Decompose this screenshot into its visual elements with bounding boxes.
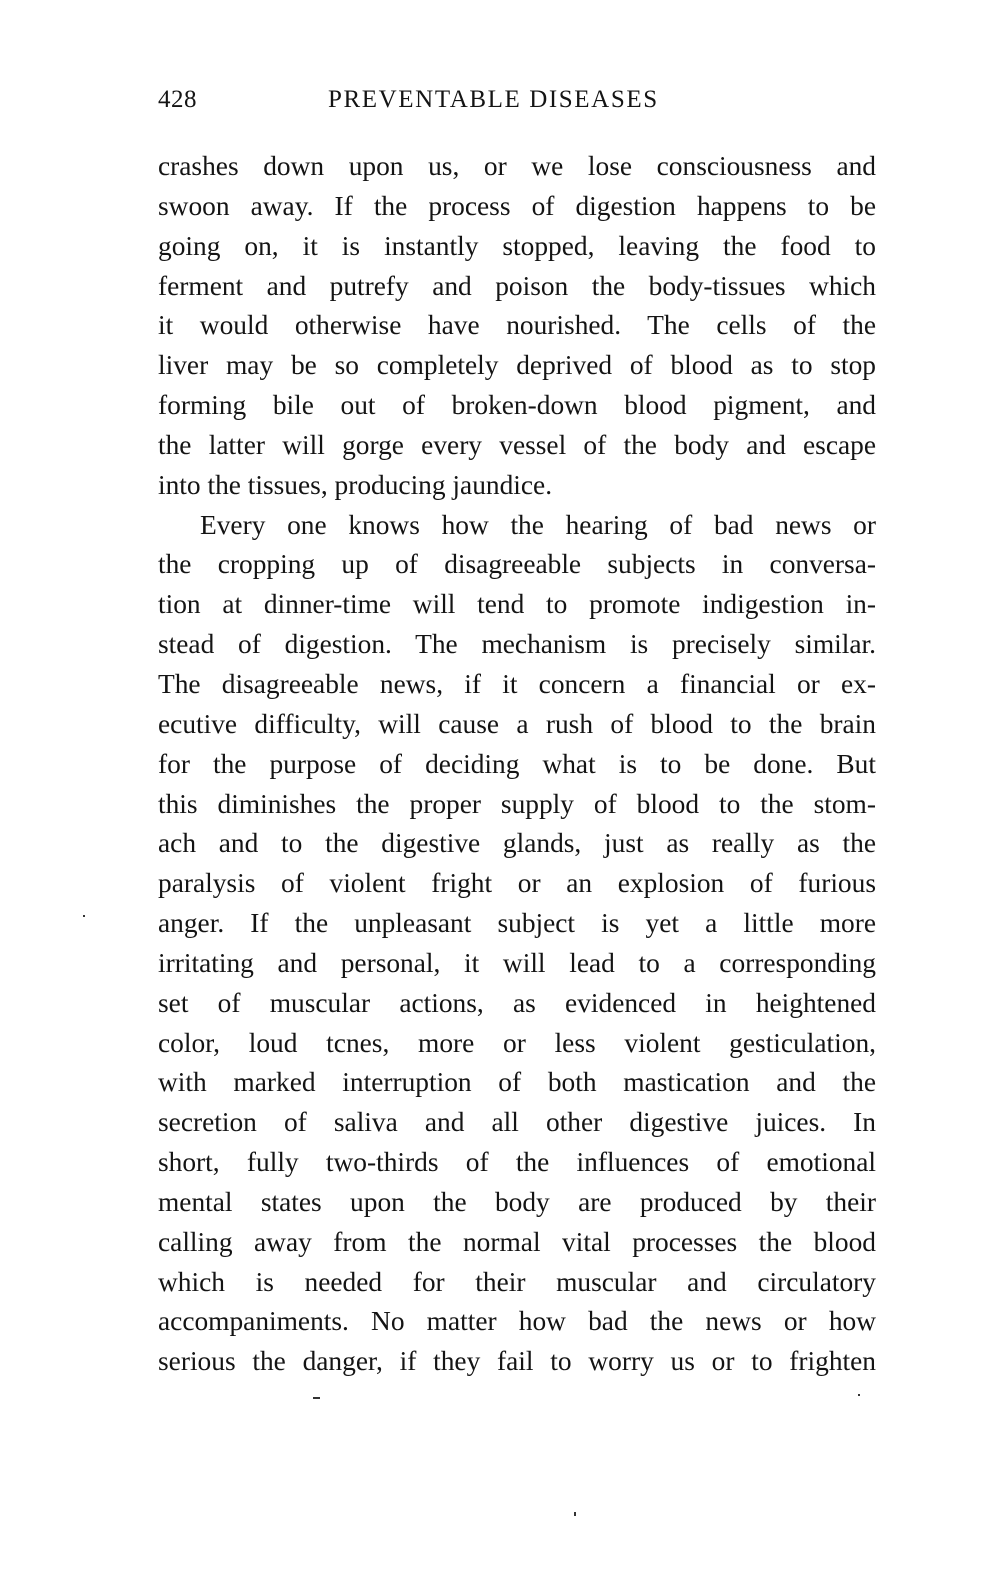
text-line: secretion of saliva and all other digestive juices. In bbox=[158, 1107, 876, 1138]
text-line: the latter will gorge every vessel of the body and escape bbox=[158, 429, 876, 460]
text-line: serious the danger, if they fail to worry us or to frighten bbox=[158, 1346, 876, 1377]
text-line: into the tissues, producing jaundice. bbox=[158, 469, 553, 500]
text-line: it would otherwise have nourished. The cells of the bbox=[158, 310, 876, 341]
running-head bbox=[158, 86, 878, 126]
body-text bbox=[158, 147, 876, 1382]
text-line: ecutive difficulty, will cause a rush of blood to the brain bbox=[158, 708, 876, 739]
page-number: 428 bbox=[158, 86, 197, 113]
text-line: accompaniments. No matter how bad the news or how bbox=[158, 1306, 876, 1337]
text-line: forming bile out of broken-down blood pigment, and bbox=[158, 390, 876, 421]
paragraph-first-line: Every one knows how the hearing of bad news or bbox=[200, 509, 876, 540]
text-line: anger. If the unpleasant subject is yet a little more bbox=[158, 908, 876, 939]
text-line: for the purpose of deciding what is to be done. But bbox=[158, 748, 876, 779]
running-title: PREVENTABLE DISEASES bbox=[328, 86, 659, 113]
text-line: The disagreeable news, if it concern a financial or ex- bbox=[158, 668, 876, 699]
text-line: mental states upon the body are produced by their bbox=[158, 1186, 876, 1217]
scan-speck bbox=[574, 1512, 576, 1516]
scan-speck bbox=[313, 1397, 320, 1399]
text-line: this diminishes the proper supply of blood to the stom- bbox=[158, 788, 876, 819]
text-line: paralysis of violent fright or an explosion of furious bbox=[158, 868, 876, 899]
text-line: which is needed for their muscular and circulatory bbox=[158, 1266, 876, 1297]
text-line: calling away from the normal vital processes the blood bbox=[158, 1226, 876, 1257]
scan-speck bbox=[858, 1394, 860, 1396]
text-line: irritating and personal, it will lead to a corresponding bbox=[158, 947, 876, 978]
text-line: stead of digestion. The mechanism is precisely similar. bbox=[158, 629, 876, 660]
scan-speck bbox=[83, 915, 85, 917]
text-line: the cropping up of disagreeable subjects in conversa- bbox=[158, 549, 876, 580]
text-line: ach and to the digestive glands, just as really as the bbox=[158, 828, 876, 859]
text-line: ferment and putrefy and poison the body-tissues which bbox=[158, 270, 876, 301]
text-line: crashes down upon us, or we lose consciousness and bbox=[158, 151, 876, 181]
text-line: liver may be so completely deprived of blood as to stop bbox=[158, 350, 876, 381]
text-line: going on, it is instantly stopped, leaving the food to bbox=[158, 230, 876, 261]
text-line: short, fully two-thirds of the influences of emotional bbox=[158, 1147, 876, 1178]
text-line: color, loud tcnes, more or less violent gesticulation, bbox=[158, 1027, 876, 1058]
text-line: set of muscular actions, as evidenced in heightened bbox=[158, 987, 876, 1018]
text-line: swoon away. If the process of digestion happens to be bbox=[158, 190, 876, 221]
text-line: with marked interruption of both mastication and the bbox=[158, 1067, 876, 1098]
text-line: tion at dinner-time will tend to promote indigestion in- bbox=[158, 589, 876, 620]
